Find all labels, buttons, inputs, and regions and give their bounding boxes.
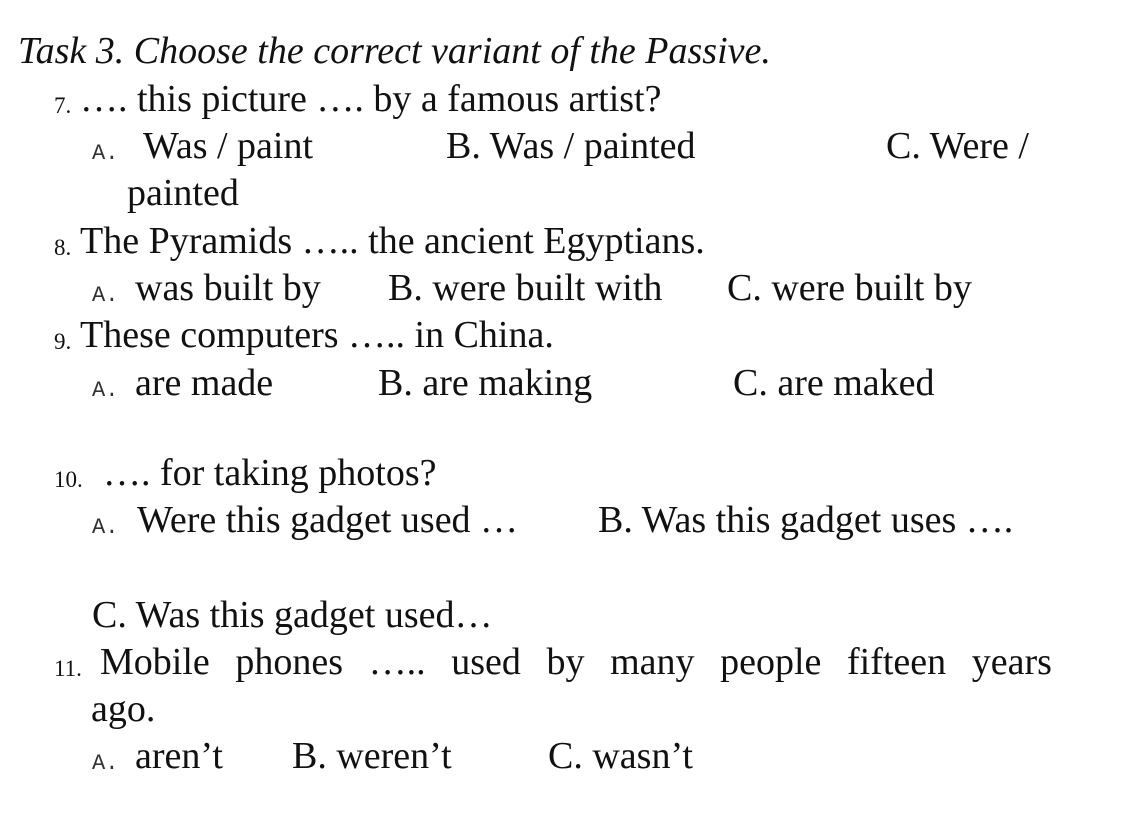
question-text <box>100 643 1052 681</box>
option-b: B. Was / painted <box>446 125 696 167</box>
option-a: aren’t <box>135 735 223 777</box>
question-word: years <box>971 641 1052 683</box>
option-b: B. are making <box>378 362 593 404</box>
question-word: many <box>610 641 695 683</box>
task-title: Task 3. Choose the correct variant of the Passive. <box>18 30 771 72</box>
option-letter-a: A. <box>92 515 119 540</box>
question-text: The Pyramids ….. the ancient Egyptians. <box>80 220 705 262</box>
option-a: are made <box>135 362 274 404</box>
option-a: was built by <box>135 267 321 309</box>
question-number: 10. <box>54 467 83 492</box>
question-word: by <box>546 641 585 683</box>
option-c-continuation: painted <box>127 172 239 214</box>
question-text: These computers ….. in China. <box>80 314 554 356</box>
option-c: C. are maked <box>733 362 935 404</box>
question-text-continuation: ago. <box>91 688 156 730</box>
option-c: C. Were / <box>886 125 1029 167</box>
question-word: used <box>451 641 521 683</box>
option-letter-a: A. <box>92 378 119 403</box>
option-letter-a: A. <box>92 283 119 308</box>
question-number: 7. <box>54 93 72 118</box>
question-number: 11. <box>54 656 82 681</box>
question-text: …. this picture …. by a famous artist? <box>80 78 662 120</box>
question-word: fifteen <box>846 641 947 683</box>
question-word: phones <box>235 641 344 683</box>
option-letter-a: A. <box>92 141 119 166</box>
option-c: C. were built by <box>727 267 972 309</box>
option-c: C. Was this gadget used… <box>92 594 493 636</box>
option-a: Was / paint <box>143 125 314 167</box>
option-letter-a: A. <box>92 751 119 776</box>
question-number: 8. <box>54 235 72 260</box>
question-word: people <box>720 641 822 683</box>
question-word: ….. <box>368 641 426 683</box>
option-b: B. were built with <box>388 267 663 309</box>
question-word: Mobile <box>100 641 210 683</box>
question-text: …. for taking photos? <box>103 452 437 494</box>
option-b: B. Was this gadget uses …. <box>598 499 1014 541</box>
option-b: B. weren’t <box>292 735 452 777</box>
question-number: 9. <box>54 329 72 354</box>
option-c: C. wasn’t <box>548 735 693 777</box>
option-a: Were this gadget used … <box>137 499 519 541</box>
